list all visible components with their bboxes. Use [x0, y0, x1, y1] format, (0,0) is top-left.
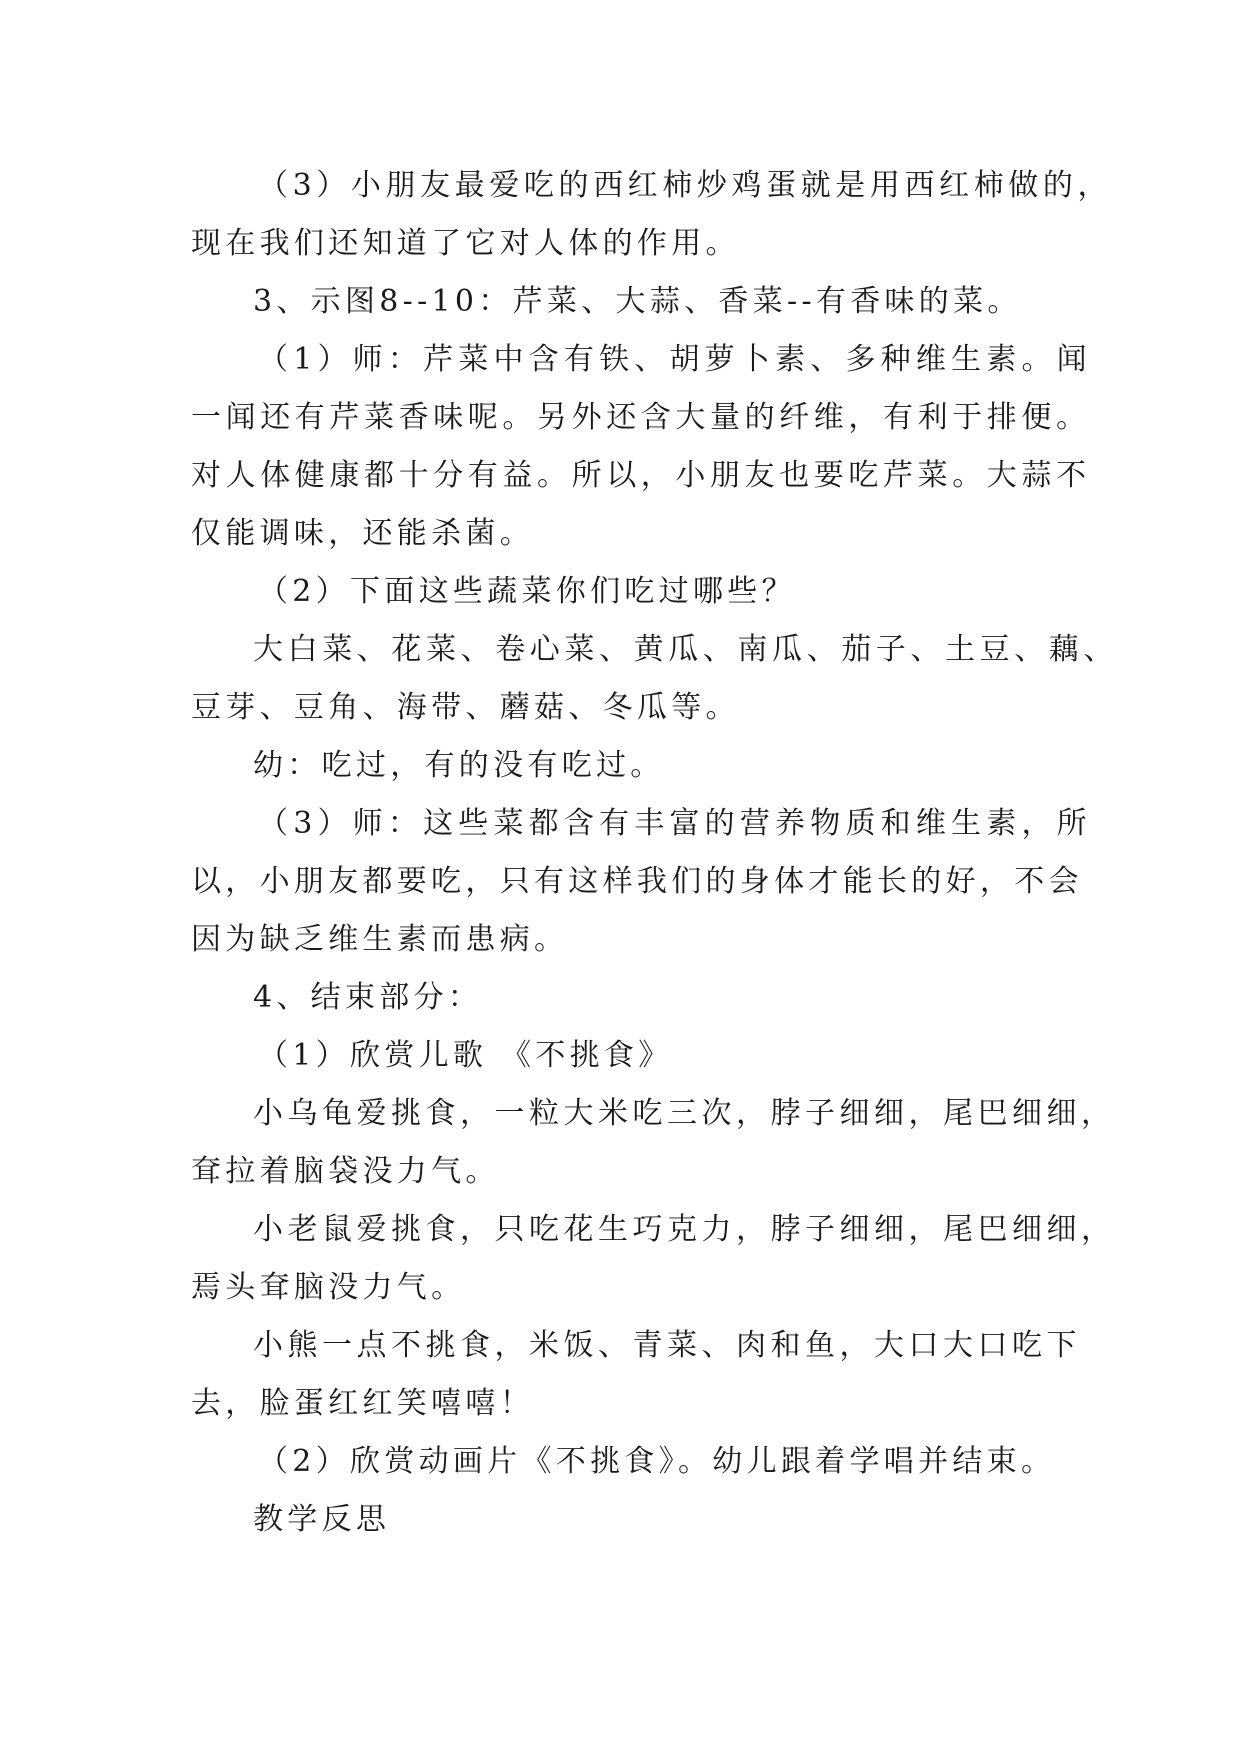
text-line: 4、结束部分：	[253, 980, 483, 1015]
text-line: 小乌龟爱挑食，一粒大米吃三次，脖子细细，尾巴细细，	[253, 1096, 1116, 1131]
text-line: 幼：吃过，有的没有吃过。	[253, 748, 665, 783]
text-line: （3）小朋友最爱吃的西红柿炒鸡蛋就是用西红柿做的，	[258, 168, 1113, 203]
text-line: 现在我们还知道了它对人体的作用。	[191, 226, 740, 261]
text-line: 3、示图8--10：芹菜、大蒜、香菜--有香味的菜。	[253, 284, 1022, 319]
text-line: 大白菜、花菜、卷心菜、黄瓜、南瓜、茄子、土豆、藕、	[253, 632, 1118, 667]
text-line: 仅能调味，还能杀菌。	[191, 516, 534, 551]
text-line: （1）欣赏儿歌 《不挑食》	[258, 1038, 673, 1073]
text-line: 一闻还有芹菜香味呢。另外还含大量的纤维，有利于排便。	[191, 400, 1091, 435]
text-line: （3）师：这些菜都含有丰富的营养物质和维生素，所	[258, 806, 1092, 841]
text-line: 耷拉着脑袋没力气。	[191, 1154, 500, 1189]
text-line: （2）下面这些蔬菜你们吃过哪些？	[258, 574, 796, 609]
text-line: 对人体健康都十分有益。所以，小朋友也要吃芹菜。大蒜不	[191, 458, 1091, 493]
text-line: 小熊一点不挑食，米饭、青菜、肉和鱼，大口大口吃下	[253, 1328, 1081, 1363]
text-line: 去，脸蛋红红笑嘻嘻！	[191, 1386, 534, 1421]
text-line: 因为缺乏维生素而患病。	[191, 922, 569, 957]
text-line: （2）欣赏动画片《不挑食》。幼儿跟着学唱并结束。	[258, 1444, 1056, 1479]
text-line: 以，小朋友都要吃，只有这样我们的身体才能长的好，不会	[191, 864, 1083, 899]
text-line: （1）师：芹菜中含有铁、胡萝卜素、多种维生素。闻	[258, 342, 1092, 377]
text-line: 焉头耷脑没力气。	[191, 1270, 466, 1305]
text-line: 小老鼠爱挑食，只吃花生巧克力，脖子细细，尾巴细细，	[253, 1212, 1116, 1247]
text-line: 豆芽、豆角、海带、蘑菇、冬瓜等。	[191, 690, 740, 725]
section-heading: 教学反思	[253, 1502, 391, 1537]
